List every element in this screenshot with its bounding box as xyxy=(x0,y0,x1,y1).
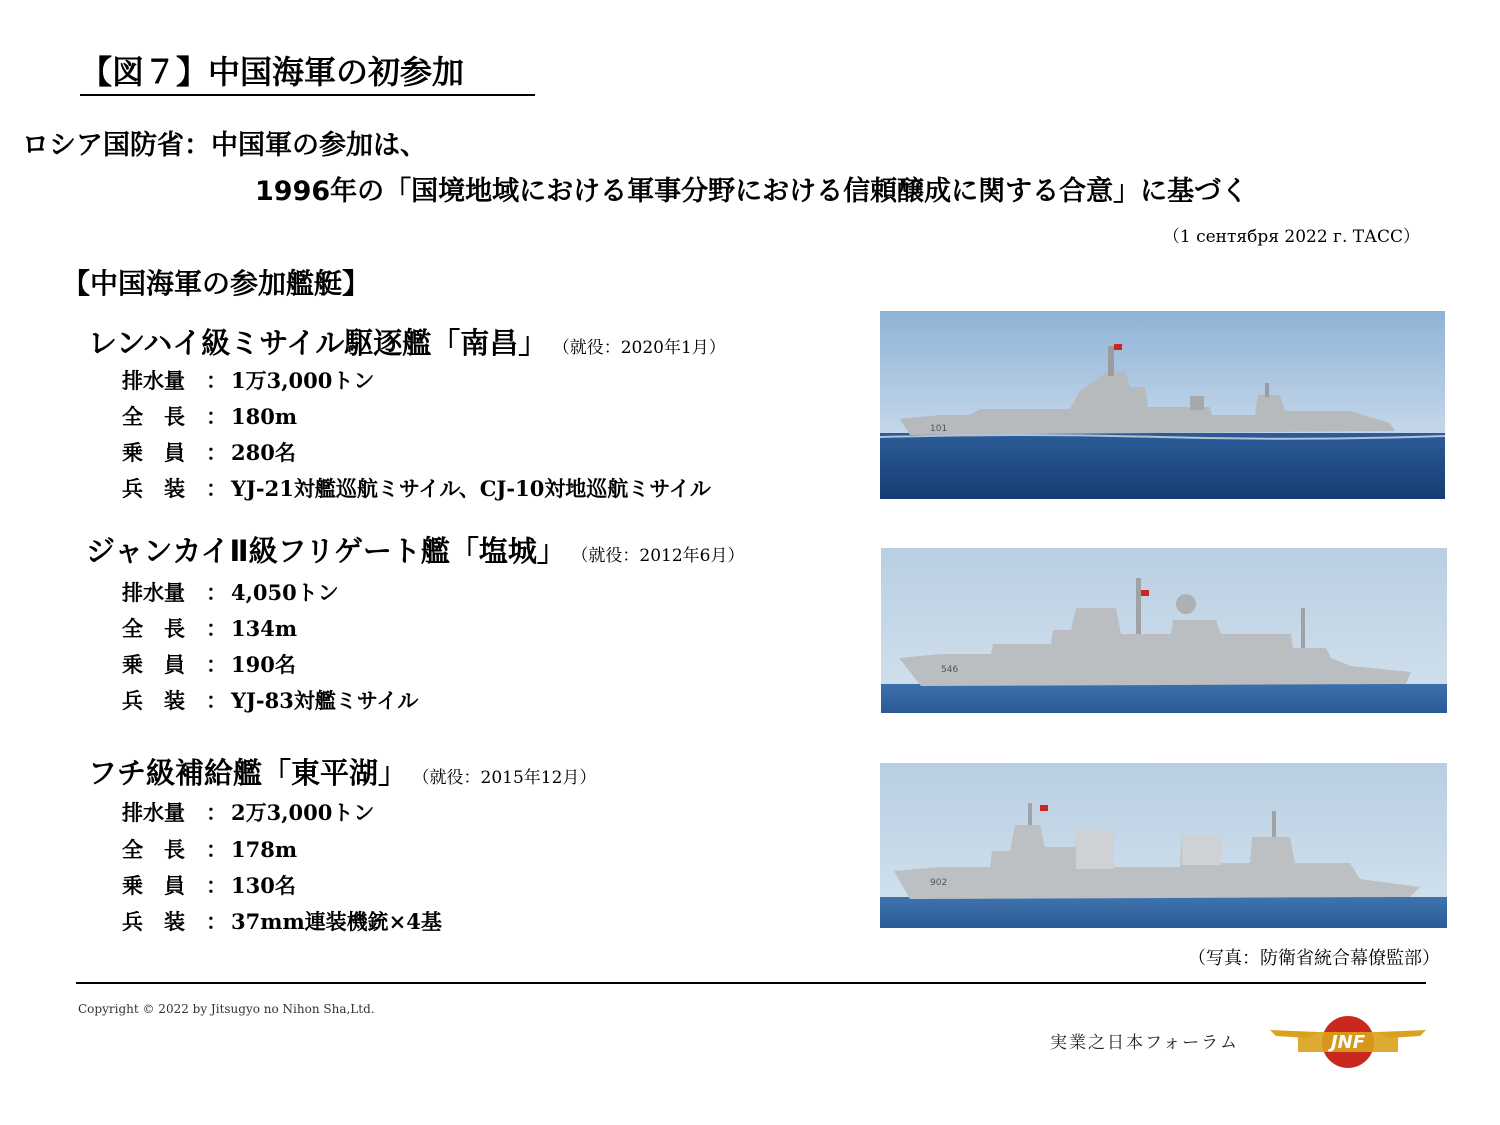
ship-2-spec-length: 全 長 ： 134m xyxy=(122,616,298,641)
ship-3-spec-displacement: 排水量 ： 2万3,000トン xyxy=(122,800,375,825)
ship-2-title: ジャンカイⅡ級フリゲート艦「塩城」 xyxy=(86,534,566,568)
publisher-logo xyxy=(1268,1010,1428,1074)
ship-1-name xyxy=(88,323,726,368)
ship-3-spec-crew: 乗 員 ： 130名 xyxy=(122,873,296,898)
ship-1-spec-displacement: 排水量 ： 1万3,000トン xyxy=(122,368,375,393)
ship-3-spec-length: 全 長 ： 178m xyxy=(122,837,298,862)
section-heading: 【中国海軍の参加艦艇】 xyxy=(62,267,371,300)
footer-divider xyxy=(76,982,1426,984)
ship-2-spec-armament: 兵 装 ： YJ-83対艦ミサイル xyxy=(122,688,419,713)
ship-1-photo xyxy=(880,311,1445,499)
ship-3-photo xyxy=(880,763,1447,928)
ship-3-hull-number: 902 xyxy=(930,878,948,888)
ship-3-spec-armament: 兵 装 ： 37mm連装機銃×4基 xyxy=(122,909,442,934)
source-citation: （1 сентября 2022 г. ТАСС） xyxy=(1162,227,1420,247)
subtitle-line-1: ロシア国防省：中国軍の参加は、 xyxy=(22,130,427,161)
ship-1-spec-crew: 乗 員 ： 280名 xyxy=(122,440,296,465)
ship-1-commissioned: （就役：2020年1月） xyxy=(561,338,726,358)
subtitle-line-2: 1996年の「国境地域における軍事分野における信頼醸成に関する合意」に基づく xyxy=(255,176,1249,207)
logo-text: JNF xyxy=(1330,1032,1366,1053)
page-title: 【図７】中国海軍の初参加 xyxy=(80,50,535,96)
ship-1-title: レンハイ級ミサイル駆逐艦「南昌」 xyxy=(88,326,548,360)
ship-2-spec-displacement: 排水量 ： 4,050トン xyxy=(122,580,339,605)
ship-2-photo xyxy=(881,548,1447,713)
ship-3-commissioned: （就役：2015年12月） xyxy=(421,768,597,788)
ship-2-commissioned: （就役：2012年6月） xyxy=(579,546,745,566)
photo-credit: （写真：防衛省統合幕僚監部） xyxy=(1188,948,1440,969)
ship-2-hull-number: 546 xyxy=(941,665,959,675)
ship-3-title: フチ級補給艦「東平湖」 xyxy=(88,756,408,790)
ship-2-name xyxy=(86,531,745,576)
ship-1-hull-number: 101 xyxy=(930,424,948,434)
copyright: Copyright © 2022 by Jitsugyo no Nihon Sha,Ltd. xyxy=(78,1002,375,1016)
ship-2-spec-crew: 乗 員 ： 190名 xyxy=(122,652,296,677)
ship-1-spec-length: 全 長 ： 180m xyxy=(122,404,298,429)
publisher-name: 実業之日本フォーラム xyxy=(1050,1033,1239,1053)
ship-1-spec-armament: 兵 装 ： YJ-21対艦巡航ミサイル、CJ-10対地巡航ミサイル xyxy=(122,476,711,501)
ship-3-name xyxy=(88,753,596,798)
